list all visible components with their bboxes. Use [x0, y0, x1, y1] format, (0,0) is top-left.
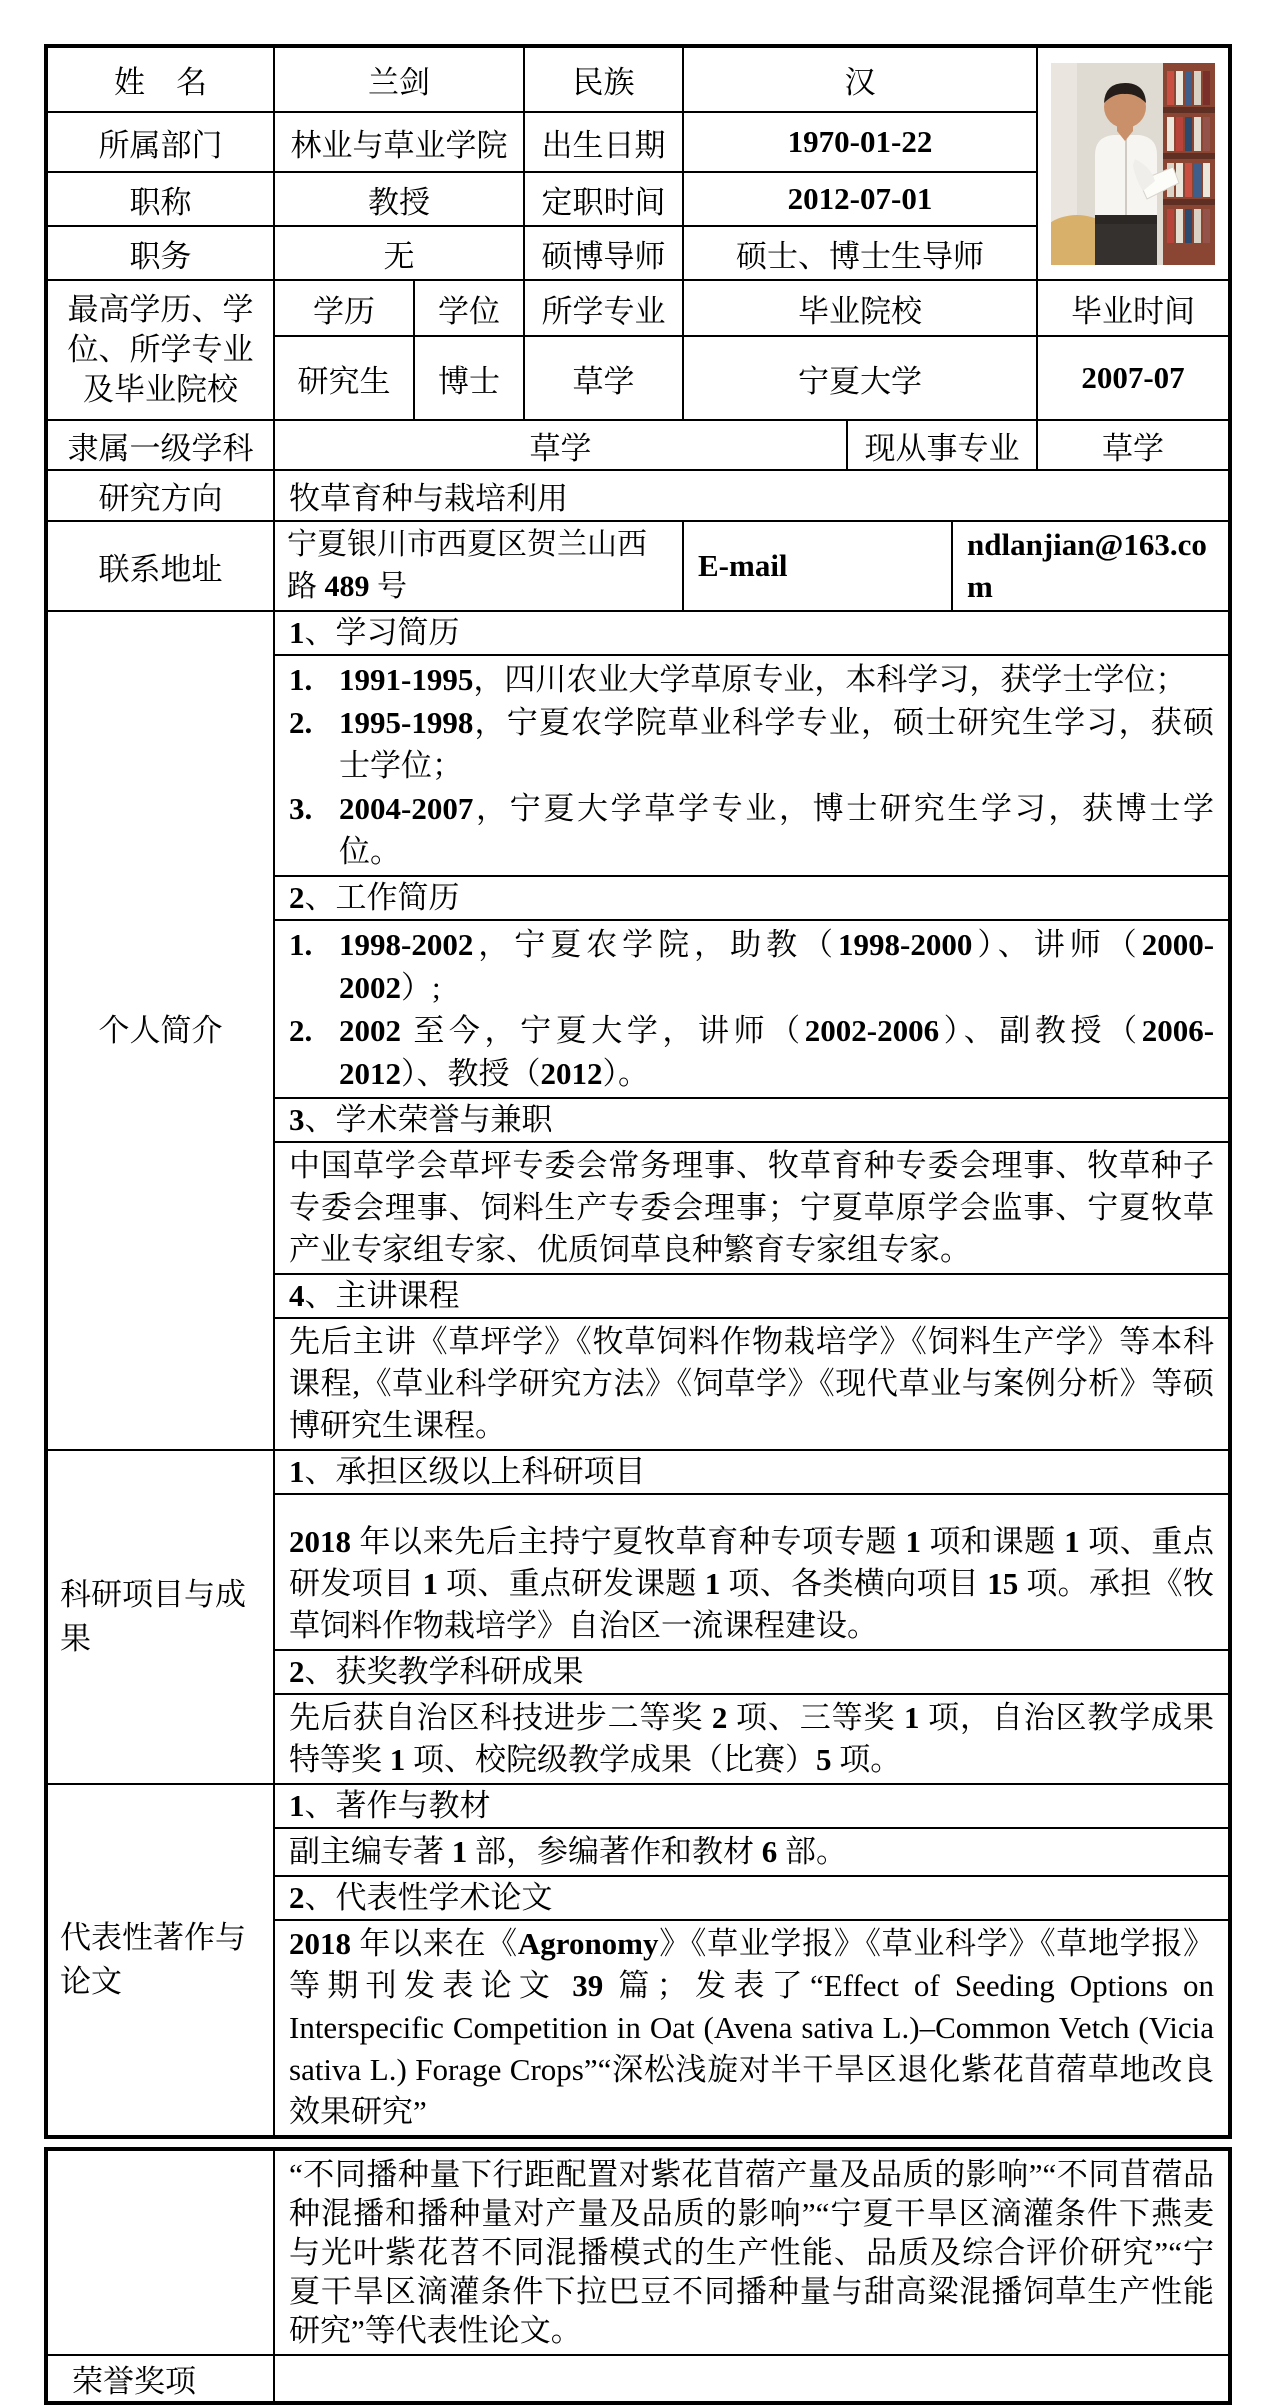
position-value: 无	[274, 226, 524, 280]
section-profile_intro-para-7: 先后主讲《草坪学》《牧草饲料作物栽培学》《饲料生产学》等本科课程,《草业科学研究方法》《饲草学》《现代草业与案例分析》等硕博研究生课程。	[274, 1318, 1230, 1450]
name-label: 姓 名	[46, 46, 274, 112]
education-header-date: 毕业时间	[1037, 280, 1230, 336]
list-item-number: 1.	[289, 662, 313, 697]
list-item-text: 2004-2007，宁夏大学草学专业，博士研究生学习，获博士学位。	[339, 791, 1214, 869]
education-label: 最高学历、学位、所学专业及毕业院校	[46, 280, 274, 420]
list-item-number: 3.	[289, 791, 313, 826]
list-item	[289, 658, 1214, 701]
section-research-para-3: 先后获自治区科技进步二等奖 2 项、三等奖 1 项，自治区教学成果特等奖 1 项、校院级教学成果（比赛）5 项。	[274, 1694, 1230, 1784]
education-header-major: 所学专业	[524, 280, 683, 336]
research-direction-label: 研究方向	[46, 470, 274, 521]
section-profile_intro-para-5: 中国草学会草坪专委会常务理事、牧草育种专委会理事、牧草种子专委会理事、饲料生产专委会理事；宁夏草原学会监事、宁夏牧草产业专家组专家、优质饲草良种繁育专家组专家。	[274, 1142, 1230, 1274]
title-value: 教授	[274, 172, 524, 226]
section-row-research-0	[46, 1450, 1230, 1494]
section-row-publications-0	[46, 1784, 1230, 1828]
section-profile_intro-list-3	[274, 920, 1230, 1098]
contact-address: 宁夏银川市西夏区贺兰山西路 489 号	[274, 521, 683, 611]
supervisor-label: 硕博导师	[524, 226, 683, 280]
profile-photo-drawing	[1051, 63, 1215, 265]
row-education-header	[46, 280, 1230, 336]
department-label: 所属部门	[46, 112, 274, 172]
education-header-degree: 学位	[414, 280, 524, 336]
research-direction-value: 牧草育种与栽培利用	[274, 470, 1230, 521]
list-item-text: 2002 至今，宁夏大学，讲师（2002-2006）、副教授（2006-2012）、教授（2012）。	[339, 1013, 1215, 1091]
photo-cell	[1037, 46, 1230, 280]
section-profile_intro-header-6: 4、主讲课程	[274, 1274, 1230, 1318]
discipline-label: 隶属一级学科	[46, 420, 274, 470]
row-publications-continued	[46, 2149, 1230, 2355]
section-publications-header-2: 2、代表性学术论文	[274, 1876, 1230, 1920]
section-research-header-2: 2、获奖教学科研成果	[274, 1650, 1230, 1694]
title-label: 职称	[46, 172, 274, 226]
section-publications-para-1: 副主编专著 1 部，参编著作和教材 6 部。	[274, 1828, 1230, 1876]
resume-table	[44, 44, 1232, 2139]
email-text: ndlanjian@163.com	[967, 527, 1207, 604]
name-value: 兰剑	[274, 46, 524, 112]
list-item-text: 1995-1998，宁夏农学院草业科学专业，硕士研究生学习，获硕士学位；	[339, 705, 1214, 783]
list-item	[289, 1009, 1214, 1095]
education-header-degree-type: 学历	[274, 280, 414, 336]
row-contact	[46, 521, 1230, 611]
email-value	[952, 521, 1230, 611]
section-publications-header-0: 1、著作与教材	[274, 1784, 1230, 1828]
profile-photo	[1051, 63, 1215, 265]
education-date: 2007-07	[1037, 336, 1230, 420]
section-research-para-1: 2018 年以来先后主持宁夏牧草育种专项专题 1 项和课题 1 项、重点研发项目 1 项、重点研发课题 1 项、各类横向项目 15 项。承担《牧草饲料作物栽培学》自治区一流课程建设。	[274, 1494, 1230, 1650]
row-research-direction	[46, 470, 1230, 521]
list-item	[289, 701, 1214, 787]
ethnicity-value: 汉	[683, 46, 1037, 112]
education-degree: 博士	[414, 336, 524, 420]
section-profile_intro-header-4: 3、学术荣誉与兼职	[274, 1098, 1230, 1142]
resume-page	[0, 44, 1269, 2399]
section-profile_intro-header-0: 1、学习简历	[274, 611, 1230, 655]
publications-continued-paragraph: “不同播种量下行距配置对紫花苜蓿产量及品质的影响”“不同苜蓿品种混播和播种量对产量及品质的影响”“宁夏干旱区滴灌条件下燕麦与光叶紫花苕不同混播模式的生产性能、品质及综合评价研究”“宁夏干旱区滴灌条件下拉巴豆不同播种量与甜高粱混播饲草生产性能研究”等代表性论文。	[274, 2149, 1230, 2355]
awards-value	[274, 2355, 1230, 2403]
list-item-number: 2.	[289, 705, 313, 740]
list-item-text: 1991-1995，四川农业大学草原专业，本科学习，获学士学位；	[339, 662, 1187, 697]
section-research-header-0: 1、承担区级以上科研项目	[274, 1450, 1230, 1494]
row-discipline	[46, 420, 1230, 470]
email-label: E-mail	[683, 521, 952, 611]
section-label-publications: 代表性著作与论文	[46, 1784, 274, 2137]
education-header-school: 毕业院校	[683, 280, 1037, 336]
section-label-profile_intro: 个人简介	[46, 611, 274, 1450]
ethnicity-label: 民族	[524, 46, 683, 112]
section-profile_intro-header-2: 2、工作简历	[274, 876, 1230, 920]
birth-date-value: 1970-01-22	[683, 112, 1037, 172]
row-awards	[46, 2355, 1230, 2403]
list-item-number: 2.	[289, 1013, 313, 1048]
education-degree-type: 研究生	[274, 336, 414, 420]
department-value: 林业与草业学院	[274, 112, 524, 172]
awards-label: 荣誉奖项	[46, 2355, 274, 2403]
continuation-empty-label	[46, 2149, 274, 2355]
contact-label: 联系地址	[46, 521, 274, 611]
education-school: 宁夏大学	[683, 336, 1037, 420]
position-label: 职务	[46, 226, 274, 280]
list-item-number: 1.	[289, 927, 313, 962]
supervisor-value: 硕士、博士生导师	[683, 226, 1037, 280]
discipline-value: 草学	[274, 420, 847, 470]
education-major: 草学	[524, 336, 683, 420]
title-date-label: 定职时间	[524, 172, 683, 226]
section-label-research: 科研项目与成果	[46, 1450, 274, 1784]
title-date-value: 2012-07-01	[683, 172, 1037, 226]
resume-continuation-table	[44, 2147, 1232, 2405]
current-major-label: 现从事专业	[847, 420, 1037, 470]
list-item	[289, 787, 1214, 873]
section-profile_intro-list-1	[274, 655, 1230, 876]
list-item-text: 1998-2002，宁夏农学院，助教（1998-2000）、讲师（2000-2002）;	[339, 927, 1215, 1005]
birth-date-label: 出生日期	[524, 112, 683, 172]
list-item	[289, 923, 1214, 1009]
section-publications-para-3: 2018 年以来在《Agronomy》《草业学报》《草业科学》《草地学报》等期刊发表论文 39 篇；发表了“Effect of Seeding Options on Interspecific Competition in Oat (Avena sativa L.)–Common Vetch (Vicia sativa L.) Forage Crops”“深松浅旋对半干旱区退化紫花苜蓿草地改良效果研究”	[274, 1920, 1230, 2137]
section-row-profile_intro-0	[46, 611, 1230, 655]
current-major-value: 草学	[1037, 420, 1230, 470]
row-name	[46, 46, 1230, 112]
